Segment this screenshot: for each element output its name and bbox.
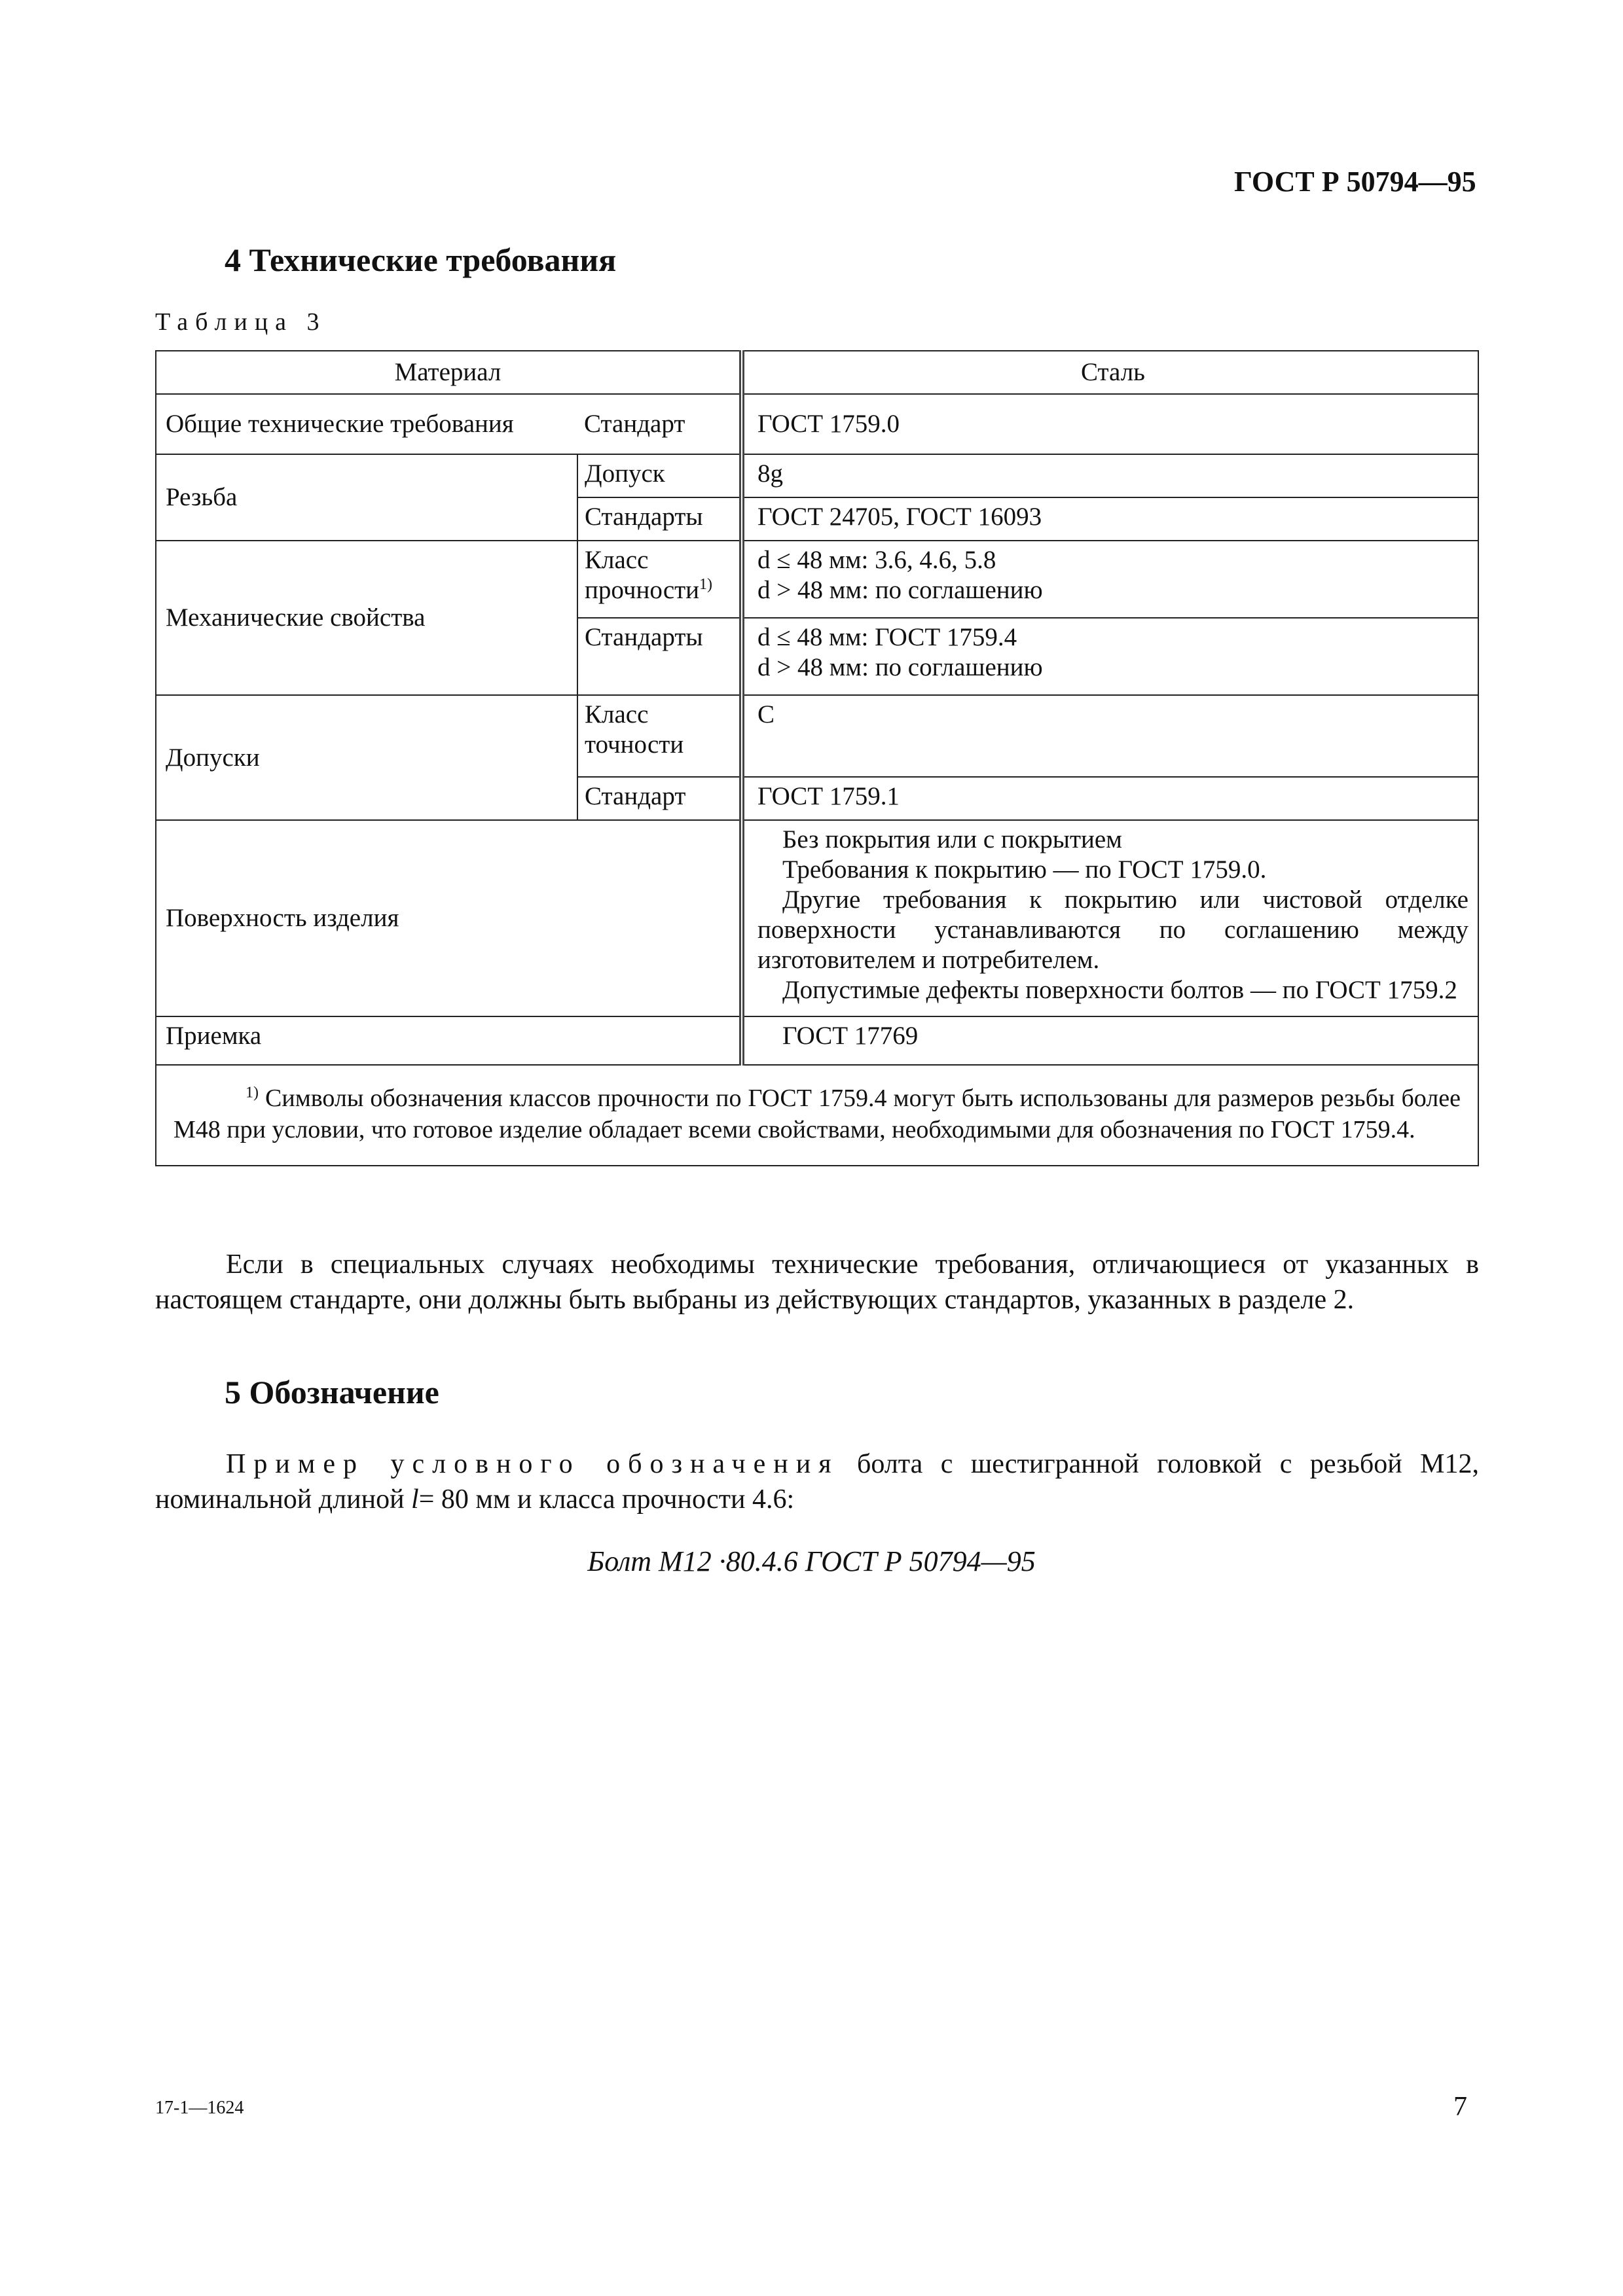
row-mech-sub1-label: Класс прочности bbox=[585, 546, 700, 604]
mech-value1-line2: d > 48 мм: по соглашению bbox=[757, 576, 1043, 604]
row-mech-value1 bbox=[742, 541, 1478, 618]
row-general-param: Общие технические требования bbox=[156, 394, 577, 454]
example-variable: l bbox=[411, 1484, 419, 1515]
table-footnote-row bbox=[156, 1065, 1478, 1166]
row-surface-param: Поверхность изделия bbox=[156, 820, 742, 1016]
row-acceptance-value: ГОСТ 17769 bbox=[742, 1016, 1478, 1065]
example-lead: Пример условного обозначения bbox=[226, 1449, 839, 1479]
row-mech-param: Механические свойства bbox=[156, 541, 577, 695]
table-row bbox=[156, 1016, 1478, 1065]
requirements-table bbox=[155, 350, 1479, 1166]
row-thread-value2: ГОСТ 24705, ГОСТ 16093 bbox=[742, 497, 1478, 541]
table-row bbox=[156, 454, 1478, 497]
designation-formula: Болт М12 ·80.4.6 ГОСТ Р 50794—95 bbox=[587, 1545, 1036, 1577]
paragraph-after-table: Если в специальных случаях необходимы технические требования, отличающиеся от указанных в настоящем стандарте, они должны быть выбраны из действующих стандартов, указанных в разделе 2. bbox=[155, 1249, 1479, 1315]
section-5-title: 5 Обозначение bbox=[225, 1374, 439, 1410]
header-steel: Сталь bbox=[742, 351, 1478, 394]
row-general-value: ГОСТ 1759.0 bbox=[742, 394, 1478, 454]
surface-line3: Другие требования к покрытию или чистовой отделке поверхности устанавливаются по соглашению между изготовителем и потребителем. bbox=[757, 886, 1468, 974]
example-text-2: = 80 мм и класса прочности 4.6: bbox=[418, 1484, 795, 1515]
mech-value2-line1: d ≤ 48 мм: ГОСТ 1759.4 bbox=[757, 623, 1017, 651]
mech-value2-line2: d > 48 мм: по соглашению bbox=[757, 653, 1043, 681]
surface-line1: Без покрытия или с покрытием bbox=[782, 825, 1122, 853]
table-row bbox=[156, 394, 1478, 454]
surface-line2: Требования к покрытию — по ГОСТ 1759.0. bbox=[782, 855, 1267, 884]
row-acceptance-param: Приемка bbox=[156, 1016, 742, 1065]
table-footnote bbox=[156, 1065, 1478, 1166]
section-4-title: 4 Технические требования bbox=[225, 242, 617, 278]
row-tol-value1: C bbox=[742, 695, 1478, 777]
page-number: 7 bbox=[1453, 2092, 1467, 2122]
row-tol-param: Допуски bbox=[156, 695, 577, 820]
table-caption: Таблица 3 bbox=[155, 308, 327, 336]
footnote-ref: 1) bbox=[699, 576, 713, 593]
document-code: ГОСТ Р 50794—95 bbox=[1234, 166, 1476, 198]
row-mech-sub1 bbox=[577, 541, 742, 618]
row-tol-value2: ГОСТ 1759.1 bbox=[742, 777, 1478, 820]
header-material: Материал bbox=[156, 351, 742, 394]
row-mech-sub2: Стандарты bbox=[577, 618, 742, 695]
designation-example bbox=[155, 1446, 1479, 1517]
table-row bbox=[156, 820, 1478, 1016]
row-thread-sub2: Стандарты bbox=[577, 497, 742, 541]
print-code: 17-1—1624 bbox=[155, 2098, 244, 2118]
row-thread-sub1: Допуск bbox=[577, 454, 742, 497]
row-general-sub: Стандарт bbox=[577, 394, 742, 454]
row-surface-value bbox=[742, 820, 1478, 1016]
row-tol-sub2: Стандарт bbox=[577, 777, 742, 820]
mech-value1-line1: d ≤ 48 мм: 3.6, 4.6, 5.8 bbox=[757, 546, 996, 574]
footnote-text: Символы обозначения классов прочности по ГОСТ 1759.4 могут быть использованы для размеров резьбы более М48 при условии, что готовое изделие обладает всеми свойствами, необходимыми для обозначения по ГОСТ 1759.4. bbox=[173, 1085, 1461, 1143]
row-thread-value1: 8g bbox=[742, 454, 1478, 497]
row-mech-value2 bbox=[742, 618, 1478, 695]
footnote-mark: 1) bbox=[246, 1084, 259, 1102]
example-text-1: болта с шестигранной головкой с резьбой М12, номинальной длиной bbox=[155, 1449, 1479, 1515]
table-row bbox=[156, 541, 1478, 618]
table-row bbox=[156, 695, 1478, 777]
row-tol-sub1: Класс точности bbox=[577, 695, 742, 777]
table-header-row bbox=[156, 351, 1478, 394]
row-thread-param: Резьба bbox=[156, 454, 577, 541]
surface-line4: Допустимые дефекты поверхности болтов — по ГОСТ 1759.2 bbox=[782, 976, 1457, 1004]
